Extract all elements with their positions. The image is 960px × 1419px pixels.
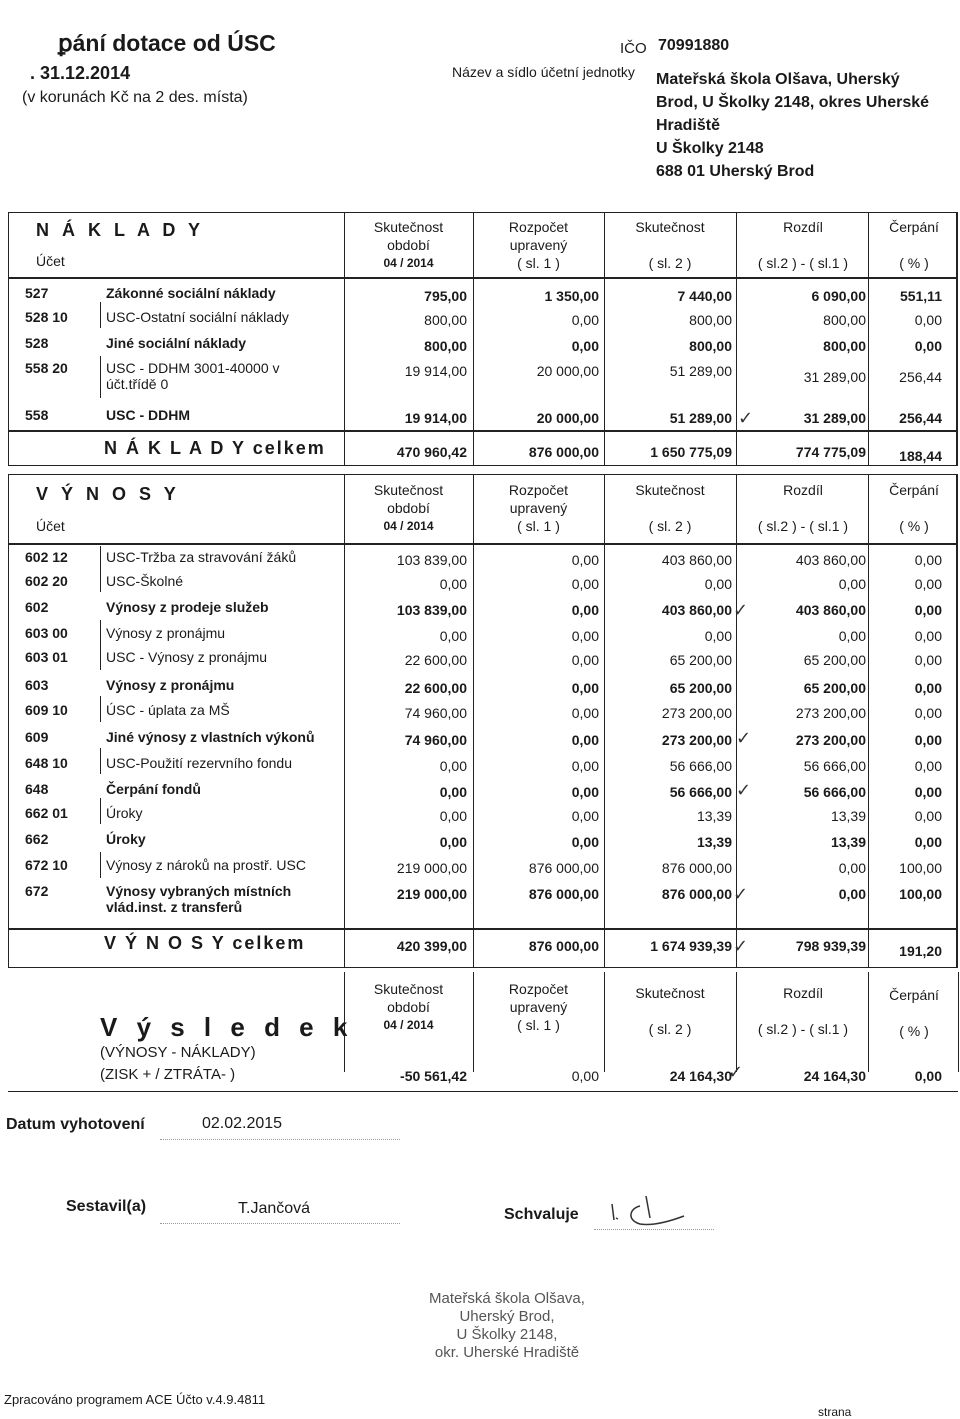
naklady-total-row: 470 960,42 876 000,00 1 650 775,09 774 775,09 188,44	[396, 444, 942, 464]
vynosy-title: V Ý N O S Y	[36, 484, 180, 504]
unit-line: Hradiště	[656, 117, 721, 134]
unit-line: 688 01 Uherský Brod	[656, 163, 815, 180]
col-header-drawdown: Čerpání ( % )	[889, 987, 939, 1039]
table-row: 662 Úroky 0,00 0,00 13,39 13,39 0,00	[25, 831, 942, 850]
table-row: 528 10 USC-Ostatní sociální náklady 800,00 0,00 800,00 800,00 0,00	[25, 309, 942, 328]
naklady-title: N Á K L A D Y	[36, 220, 205, 240]
col-header-budget: Rozpočet upravený ( sl. 1 )	[508, 482, 569, 534]
col-header-difference: Rozdíl ( sl.2 ) - ( sl.1 )	[757, 985, 849, 1037]
col-header-actual-period: Skutečnost období 04 / 2014	[373, 482, 444, 533]
table-row: 603 Výnosy z pronájmu 22 600,00 0,00 65 200,00 65 200,00 0,00	[25, 677, 942, 696]
vynosy-total-label: V Ý N O S Y celkem	[104, 933, 306, 953]
page-label: strana	[818, 1405, 852, 1419]
date-label: Datum vyhotovení	[6, 1116, 145, 1133]
approved-label: Schvaluje	[504, 1206, 579, 1223]
result-row: -50 561,42 0,00 24 164,30 24 164,30 0,00	[400, 1068, 942, 1084]
program-note: Zpracováno programem ACE Účto v.4.9.4811	[4, 1392, 266, 1407]
table-row: 662 01 Úroky 0,00 0,00 13,39 13,39 0,00	[25, 805, 942, 824]
table-row: 527 Zákonné sociální náklady 795,00 1 350,00 7 440,00 6 090,00 551,11	[25, 285, 942, 304]
stamp: Mateřská škola Olšava, Uherský Brod, U Školky 2148, okr. Uherské Hradiště	[429, 1290, 585, 1361]
table-row: 609 Jiné výnosy z vlastních výkonů 74 960,00 0,00 273 200,00 273 200,00 0,00	[25, 729, 942, 748]
prepared-value: T.Jančová	[238, 1200, 311, 1217]
checkmark-icon: ✓	[736, 728, 752, 749]
table-row: 609 10 ÚSC - úplata za MŠ 74 960,00 0,00 273 200,00 273 200,00 0,00	[25, 702, 942, 721]
checkmark-icon: ✓	[733, 884, 749, 905]
col-header-actual-period: Skutečnost období 04 / 2014	[373, 981, 444, 1032]
table-row: 648 10 USC-Použití rezervního fondu 0,00 0,00 56 666,00 56 666,00 0,00	[25, 755, 942, 774]
table-row: 603 00 Výnosy z pronájmu 0,00 0,00 0,00 0,00 0,00	[25, 625, 942, 644]
result-legend: (ZISK + / ZTRÁTA- )	[100, 1066, 236, 1083]
naklady-total-label: N Á K L A D Y celkem	[104, 438, 326, 458]
table-row: 672 10 Výnosy z nároků na prostř. USC 219 000,00 876 000,00 876 000,00 0,00 100,00	[25, 857, 942, 876]
table-row: 603 01 USC - Výnosy z pronájmu 22 600,00 0,00 65 200,00 65 200,00 0,00	[25, 649, 942, 668]
col-header-actual-period: Skutečnost období 04 / 2014	[373, 219, 444, 270]
unit-line: U Školky 2148	[656, 140, 764, 157]
unit-line: Brod, U Školky 2148, okres Uherské	[656, 94, 930, 111]
col-header-drawdown: Čerpání ( % )	[889, 482, 939, 534]
checkmark-icon: ✓	[738, 408, 754, 429]
ico-value: 70991880	[658, 37, 730, 54]
checkmark-icon: ✓	[733, 936, 749, 957]
table-row: 672 Výnosy vybraných místních vlád.inst. z transferů 219 000,00 876 000,00 876 000,00 0,00 100,00	[25, 883, 942, 915]
col-header-difference: Rozdíl ( sl.2 ) - ( sl.1 )	[757, 482, 849, 534]
result-formula: (VÝNOSY - NÁKLADY)	[100, 1044, 256, 1061]
col-header-actual: Skutečnost ( sl. 2 )	[635, 219, 705, 271]
unit-line: Mateřská škola Olšava, Uherský	[656, 71, 900, 88]
table-row: 602 Výnosy z prodeje služeb 103 839,00 0,00 403 860,00 403 860,00 0,00	[25, 599, 942, 618]
sheet-title: ꝑání dotace od ÚSC	[58, 30, 276, 56]
col-header-budget: Rozpočet upravený ( sl. 1 )	[508, 981, 569, 1033]
ico-label: IČO	[620, 40, 647, 57]
unit-address	[656, 68, 929, 183]
col-header-actual: Skutečnost ( sl. 2 )	[635, 985, 705, 1037]
checkmark-icon: ✓	[728, 1062, 744, 1083]
table-row: 528 Jiné sociální náklady 800,00 0,00 800,00 800,00 0,00	[25, 335, 942, 354]
table-row: 602 20 USC-Školné 0,00 0,00 0,00 0,00 0,00	[25, 573, 942, 592]
date-value: 02.02.2015	[202, 1115, 283, 1132]
unit-label: Název a sídlo účetní jednotky	[452, 64, 635, 80]
vynosy-total-row: 420 399,00 876 000,00 1 674 939,39 798 939,39 191,20	[396, 938, 942, 959]
table-row: 602 12 USC-Tržba za stravování žáků 103 839,00 0,00 403 860,00 403 860,00 0,00	[25, 549, 942, 568]
prepared-label: Sestavil(a)	[66, 1198, 147, 1215]
signature-icon	[606, 1190, 706, 1230]
table-row: 558 20 USC - DDHM 3001-40000 v účt.třídě 0 19 914,00 20 000,00 51 289,00 31 289,00 256,44	[25, 360, 942, 392]
account-label: Účet	[36, 518, 65, 534]
result-title: V ý s l e d e k	[100, 1012, 354, 1042]
col-header-difference: Rozdíl ( sl.2 ) - ( sl.1 )	[757, 219, 849, 271]
checkmark-icon: ✓	[736, 780, 752, 801]
col-header-drawdown: Čerpání ( % )	[889, 219, 939, 271]
table-row: 558 USC - DDHM 19 914,00 20 000,00 51 289,00 31 289,00 256,44	[25, 407, 942, 426]
units-note: (v korunách Kč na 2 des. místa)	[22, 89, 248, 106]
report-date: . 31.12.2014	[30, 63, 131, 83]
col-header-actual: Skutečnost ( sl. 2 )	[635, 482, 705, 534]
col-header-budget: Rozpočet upravený ( sl. 1 )	[508, 219, 569, 271]
checkmark-icon: ✓	[733, 600, 749, 621]
account-label: Účet	[36, 253, 65, 269]
table-row: 648 Čerpání fondů 0,00 0,00 56 666,00 56 666,00 0,00	[25, 781, 942, 800]
